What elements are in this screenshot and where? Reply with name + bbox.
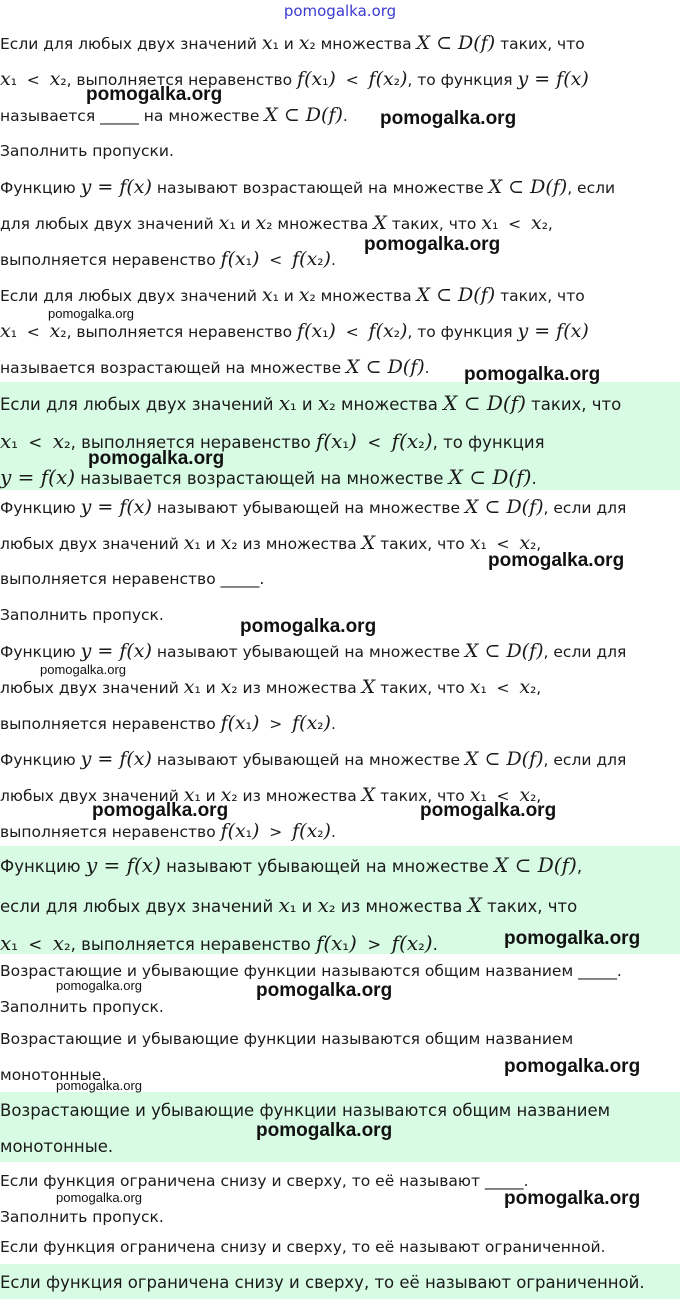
watermark: pomogalka.org xyxy=(86,84,223,105)
text-line: называется _____ на множестве X ⊂ D(f). xyxy=(0,104,348,126)
instruction-line: Заполнить пропуск. xyxy=(0,998,164,1016)
instruction-line: Заполнить пропуск. xyxy=(0,1208,164,1226)
answer-band-1 xyxy=(0,382,680,490)
answer-line: монотонные. xyxy=(0,1137,114,1156)
watermark: pomogalka.org xyxy=(56,1078,142,1093)
watermark: pomogalka.org xyxy=(56,978,142,993)
answer-line: если для любых двух значений x₁ и x₂ из множества X таких, что xyxy=(0,893,578,917)
site-header[interactable]: pomogalka.org xyxy=(283,2,397,20)
explain-line: выполняется неравенство f(x₁) > f(x₂). xyxy=(0,820,336,842)
watermark: pomogalka.org xyxy=(256,1120,393,1141)
text-line: выполняется неравенство f(x₁) < f(x₂). xyxy=(0,248,336,270)
question-line: Если функция ограничена снизу и сверху, то её называют _____. xyxy=(0,1172,529,1190)
question-line: выполняется неравенство _____. xyxy=(0,570,265,588)
explain-line: любых двух значений x₁ и x₂ из множества X таких, что x₁ < x₂, xyxy=(0,784,542,806)
text-line: Функцию y = f(x) называют возрастающей на множестве X ⊂ D(f), если xyxy=(0,176,616,198)
text-line: x₁ < x₂, выполняется неравенство f(x₁) < f(x₂), то функция y = f(x) xyxy=(0,320,589,342)
question-line: любых двух значений x₁ и x₂ из множества X таких, что x₁ < x₂, xyxy=(0,532,542,554)
explain-line: монотонные. xyxy=(0,1066,107,1084)
answer-line: Возрастающие и убывающие функции называются общим названием xyxy=(0,1101,611,1120)
instruction-line: Заполнить пропуск. xyxy=(0,606,164,624)
text-line: называется возрастающей на множестве X ⊂ D(f). xyxy=(0,356,430,378)
watermark: pomogalka.org xyxy=(364,234,501,255)
text-line: Если для любых двух значений x₁ и x₂ множества X ⊂ D(f) таких, что xyxy=(0,284,585,306)
watermark: pomogalka.org xyxy=(40,662,126,677)
question-line: Функцию y = f(x) называют убывающей на множестве X ⊂ D(f), если для xyxy=(0,496,627,518)
watermark: pomogalka.org xyxy=(464,364,601,385)
watermark: pomogalka.org xyxy=(380,108,517,129)
explain-line: выполняется неравенство f(x₁) > f(x₂). xyxy=(0,712,336,734)
watermark: pomogalka.org xyxy=(92,800,229,821)
watermark: pomogalka.org xyxy=(504,1188,641,1209)
watermark: pomogalka.org xyxy=(504,928,641,949)
answer-line: x₁ < x₂, выполняется неравенство f(x₁) > f(x₂). xyxy=(0,931,438,955)
text-line: x₁ < x₂, выполняется неравенство f(x₁) < f(x₂), то функция y = f(x) xyxy=(0,68,589,90)
watermark: pomogalka.org xyxy=(488,550,625,571)
answer-band-4 xyxy=(0,1264,680,1299)
answer-line: x₁ < x₂, выполняется неравенство f(x₁) < f(x₂), то функция xyxy=(0,429,545,453)
watermark: pomogalka.org xyxy=(256,980,393,1001)
explain-line: Функцию y = f(x) называют убывающей на множестве X ⊂ D(f), если для xyxy=(0,748,627,770)
text-line: для любых двух значений x₁ и x₂ множества X таких, что x₁ < x₂, xyxy=(0,212,553,234)
watermark: pomogalka.org xyxy=(56,1190,142,1205)
explain-line: Если функция ограничена снизу и сверху, то её называют ограниченной. xyxy=(0,1238,606,1256)
explain-line: Функцию y = f(x) называют убывающей на множестве X ⊂ D(f), если для xyxy=(0,640,627,662)
explain-line: любых двух значений x₁ и x₂ из множества X таких, что x₁ < x₂, xyxy=(0,676,542,698)
watermark: pomogalka.org xyxy=(420,800,557,821)
text-line: Заполнить пропуски. xyxy=(0,142,174,160)
answer-line: Если функция ограничена снизу и сверху, то её называют ограниченной. xyxy=(0,1273,645,1292)
watermark: pomogalka.org xyxy=(88,448,225,469)
explain-line: Возрастающие и убывающие функции называются общим названием xyxy=(0,1030,574,1048)
question-line: Возрастающие и убывающие функции называются общим названием _____. xyxy=(0,962,622,980)
watermark: pomogalka.org xyxy=(48,306,134,321)
answer-line: Функцию y = f(x) называют убывающей на множестве X ⊂ D(f), xyxy=(0,853,583,877)
answer-line: Если для любых двух значений x₁ и x₂ множества X ⊂ D(f) таких, что xyxy=(0,391,622,415)
watermark: pomogalka.org xyxy=(504,1056,641,1077)
text-line: Если для любых двух значений x₁ и x₂ множества X ⊂ D(f) таких, что xyxy=(0,32,585,54)
watermark: pomogalka.org xyxy=(240,616,377,637)
answer-line: y = f(x) называется возрастающей на множестве X ⊂ D(f). xyxy=(0,465,537,489)
